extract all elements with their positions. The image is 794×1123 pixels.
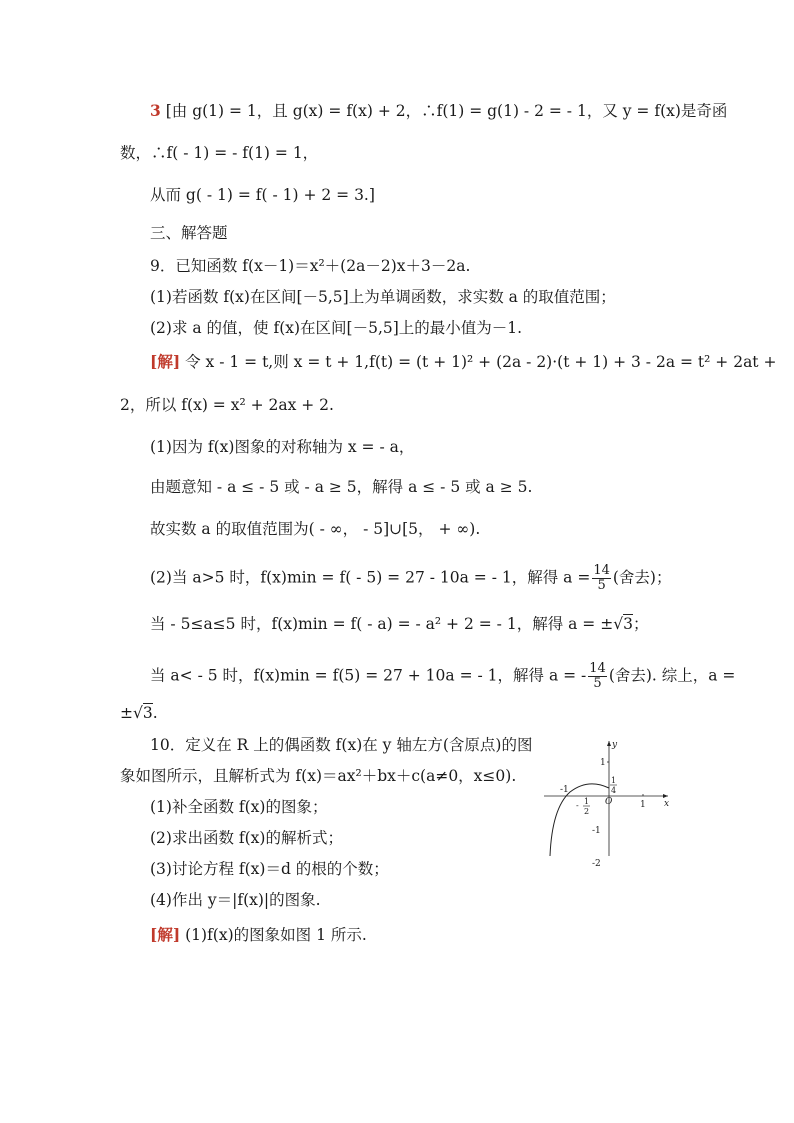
q10-sub4: (4)作出 y＝|f(x)|的图象. [150, 891, 321, 909]
q10-solution-line [150, 925, 367, 945]
y-axis-label: y [612, 740, 618, 750]
q9-solution-line-1 [150, 352, 776, 372]
y-axis-arrow [607, 741, 611, 746]
q9-part1-a: (1)因为 f(x)图象的对称轴为 x = - a， [150, 438, 415, 456]
answer-text-3: 从而 g( - 1) = f( - 1) + 2 = 3.] [150, 186, 375, 204]
q9-part2-d-text: ±√ [120, 704, 143, 722]
radicand: 3 [623, 615, 633, 633]
fraction-14-5 [592, 564, 611, 593]
fraction-14-5 [588, 662, 607, 691]
fraction-denominator: 5 [593, 676, 602, 691]
tick-label-x1: 1 [640, 800, 646, 810]
half-denominator: 2 [584, 807, 590, 816]
q9-part2-b-text: 当 - 5≤a≤5 时，f(x)min = f( - a) = - a² + 2 = - 1，解得 a = ±√ [150, 615, 624, 633]
q10-sub1: (1)补全函数 f(x)的图象； [150, 798, 328, 816]
q9-part1-c: 故实数 a 的取值范围为( - ∞， - 5]∪[5， + ∞). [150, 520, 481, 538]
x-axis-label: x [664, 799, 670, 809]
q9-part1-b: 由题意知 - a ≤ - 5 或 - a ≥ 5，解得 a ≤ - 5 或 a ≥ 5. [150, 478, 533, 496]
parabola-curve [550, 784, 609, 856]
q9-part2-c-tail: (舍去). 综上，a = [608, 666, 736, 685]
q9-part2-a [150, 564, 671, 593]
fraction-numerator: 14 [593, 563, 610, 578]
tick-label-xm1: -1 [560, 785, 569, 795]
fraction-numerator: 14 [589, 661, 606, 676]
answer-text-1: [由 g(1) = 1，且 g(x) = f(x) + 2，∴f(1) = g(1) - 2 = - 1，又 y = f(x)是奇函 [165, 102, 728, 120]
tick-label-y1: 1 [600, 758, 606, 768]
q10-sub3: (3)讨论方程 f(x)＝d 的根的个数； [150, 860, 389, 878]
q9-stem: 9．已知函数 f(x－1)＝x²＋(2a－2)x＋3－2a. [150, 257, 471, 275]
q9-part2-a-tail: (舍去)； [612, 568, 672, 587]
half-numerator: 1 [584, 797, 590, 806]
solution-tag: [解] [150, 925, 181, 944]
tick-label-ym2: -2 [592, 859, 601, 869]
function-graph [540, 738, 675, 869]
q10-sub2: (2)求出函数 f(x)的解析式； [150, 829, 343, 847]
q9-part2-d-tail: . [152, 704, 158, 722]
half-sign: - [576, 801, 579, 810]
fraction-denominator: 5 [597, 578, 606, 593]
q10-sol-text: (1)f(x)的图象如图 1 所示. [185, 926, 367, 944]
q9-sol-text-2: 2，所以 f(x) = x² + 2ax + 2. [120, 396, 334, 414]
q10-stem-2: 象如图所示，且解析式为 f(x)＝ax²＋bx＋c(a≠0，x≤0). [120, 767, 517, 785]
answer-text-2: 数，∴f( - 1) = - f(1) = 1， [120, 144, 319, 162]
q9-part2-c-text: 当 a< - 5 时，f(x)min = f(5) = 27 + 10a = - 1，解得 a = - [150, 666, 587, 685]
q9-part2-b [150, 614, 648, 634]
q9-sol-text-1: 令 x - 1 = t,则 x = t + 1,f(t) = (t + 1)² + (2a - 2)·(t + 1) + 3 - 2a = t² + 2at + [185, 353, 777, 371]
quarter-numerator: 1 [611, 776, 617, 785]
q9-part2-d [120, 703, 158, 723]
answer-line-1 [150, 101, 727, 121]
q9-sub2: (2)求 a 的值，使 f(x)在区间[－5,5]上的最小值为－1. [150, 319, 523, 337]
q9-part2-c [150, 662, 735, 691]
quarter-denominator: 4 [611, 786, 617, 795]
x-axis-arrow [663, 794, 668, 798]
q9-sub1: (1)若函数 f(x)在区间[－5,5]上为单调函数，求实数 a 的取值范围； [150, 288, 616, 306]
tick-label-ym1: -1 [592, 826, 601, 836]
radicand: 3 [142, 704, 153, 722]
answer-number: 3 [150, 101, 161, 120]
solution-tag: [解] [150, 352, 181, 371]
q10-stem-1: 10．定义在 R 上的偶函数 f(x)在 y 轴左方(含原点)的图 [150, 736, 533, 754]
section-heading: 三、解答题 [150, 224, 228, 242]
origin-label: O [605, 797, 613, 807]
q9-part2-b-tail: ； [632, 615, 649, 633]
q9-part2-a-text: (2)当 a>5 时，f(x)min = f( - 5) = 27 - 10a = - 1，解得 a = [150, 568, 591, 587]
